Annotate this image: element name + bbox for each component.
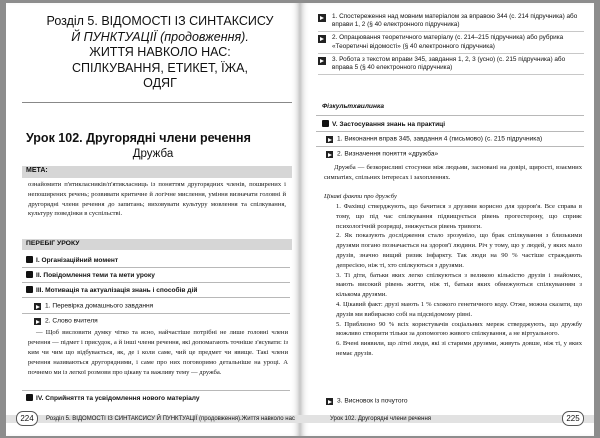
meta-text: ознайомити п'ятикласників/п'ятикласниць із поняттям другорядних членів, поширених і непоширених речень; розвивати критичне й логічне мислення, уміння визначати головні й другорядні члени речення до запитань; виховувати культуру мовлення та спілкування, культуру поведінки в суспільстві. [28,181,286,218]
divider [22,297,290,298]
page-number: 224 [16,411,38,426]
divider [316,131,584,132]
play-icon [318,57,326,65]
item-conclusion: 3. Висновок із почутого [326,397,408,405]
lesson-title: Урок 102. Другорядні члени речення [26,131,251,145]
play-icon [34,318,41,325]
bullet-icon [26,256,33,263]
divider [22,282,290,283]
divider [316,146,584,147]
divider [22,313,290,314]
divider [22,390,290,391]
item-iii-1: 1. Перевірка домашнього завдання [34,302,153,310]
section-title: Розділ 5. ВІДОМОСТІ ІЗ СИНТАКСИСУ Й ПУНКТУАЦІЇ (продовження). ЖИТТЯ НАВКОЛО НАС: СПІЛКУВАННЯ, ЕТИКЕТ, ЇЖА, ОДЯГ [46,14,274,90]
play-icon [326,151,333,158]
item-v-1: 1. Виконання вправ 345, завдання 4 (письмово) (с. 215 підручника) [326,135,542,143]
page-number: 225 [562,411,584,426]
fact-item: 1. Фахівці стверджують, що бачитися з друзями корисно для здоров'я. Все справа в тому, що під час спілкування підвищується рівень прогестерону, що сприяє психологічній розрядці, знижується рівень тривоги. [336,203,582,230]
divider [316,115,584,116]
item-iii-2: 2. Слово вчителя [34,317,98,325]
item-iii: III. Мотивація та актуалізація знань і способів дій [26,286,197,294]
book-spread [6,3,594,436]
divider [22,267,290,268]
task-row: 3. Робота з текстом вправи 345, завдання 1, 2, 3 (усно) (с. 215 підручника) або вправа 5 (§ 40 електронного підручника) [318,54,584,75]
item-iv: IV. Сприйняття та усвідомлення нового матеріалу [26,394,200,402]
meta-label: МЕТА: [26,167,48,174]
bullet-icon [322,120,329,127]
page-footer: Розділ 5. ВІДОМОСТІ ІЗ СИНТАКСИСУ Й ПУНКТУАЦІЇ (продовження).Життя навколо нас [46,416,295,422]
task-row: 2. Опрацювання теоретичного матеріалу (с. 214–215 підручника) або рубрика «Теоретичні відомості» (§ 40 електронного підручника) [318,32,584,53]
play-icon [34,303,41,310]
play-icon [326,398,333,405]
play-icon [326,136,333,143]
play-icon [318,35,326,43]
bullet-icon [26,286,33,293]
fact-item: 6. Вчені виявили, що літні люди, які зі старими друзями, живуть довше, ніж ті, у яких немає друзів. [336,340,582,357]
meta-bar [22,166,292,178]
facts-title: Цікаві факти про дружбу [324,193,397,200]
course-label: ПЕРЕБІГ УРОКУ [26,240,80,247]
lesson-topic: Дружба [132,148,174,160]
fact-item: 3. Ті діти, батьки яких легко спілкуються з великою кількістю друзів і знайомих, мають високий рівень життя, ніж ті, батьки яких обмежуються спілкуванням з кількома друзями. [336,271,582,299]
item-v: V. Застосування знань на практиці [322,120,445,128]
facts-list [324,202,582,359]
teacher-text: — Щоб висловити думку чітко та ясно, найчастіше потрібні не лише головні члени речення — підмет і присудок, а й інші члени речення, які допомагають точніше з'ясувати: із ким чи чим що відбувається, як, де і коли саме, чий це предмет чи явище. Такі члени речення називаються другорядними, і саме про них поговоримо детальніше на уроці. А почнемо ми із легкої розмови про цікаву та важливу тему — дружба. [28,329,288,376]
divider [22,102,292,103]
fizkult-label: Фізкультхвилинка [322,103,385,110]
task-row: 1. Спостереження над мовним матеріалом за вправою 344 (с. 214 підручника) або вправи 1, 2 (§ 40 електронного підручника) [318,11,584,32]
task-list [318,11,584,75]
fact-item: 5. Приблизно 90 % всіх користувачів соціальних мереж стверджують, що дружбу можливо створити тільки за допомогою живого спілкування, а не віртуального. [336,320,582,338]
page-footer: Урок 102. Другорядні члени речення [330,416,432,422]
friendship-definition: Дружба — безкорисливі стосунки між людьми, засновані на довірі, щирості, взаємних симпатіях, спільних інтересах і захопленнях. [324,164,582,181]
left-page [6,3,300,436]
fact-item: 2. Як показують дослідження стало зрозуміло, що брак спілкування з близькими друзями погано позначається на здоров'ї людини. Річ у тому, що у людей, у яких мало друзів, значно вищий ризик інфаркту. Так люди на 90 % частіше страждають депресією, ніж ті, хто спілкуються з друзями. [336,232,582,269]
fact-item: 4. Цікавий факт: друзі мають 1 % схожого генетичного коду. Отже, можна сказати, що друзів ми вибираємо собі на підсвідомому рівні. [336,300,582,318]
item-ii: II. Повідомлення теми та мети уроку [26,271,155,279]
bullet-icon [26,394,33,401]
play-icon [318,14,326,22]
right-page [300,3,594,436]
item-v-2: 2. Визначення поняття «дружба» [326,150,438,158]
bullet-icon [26,271,33,278]
item-i: I. Організаційний момент [26,256,118,264]
